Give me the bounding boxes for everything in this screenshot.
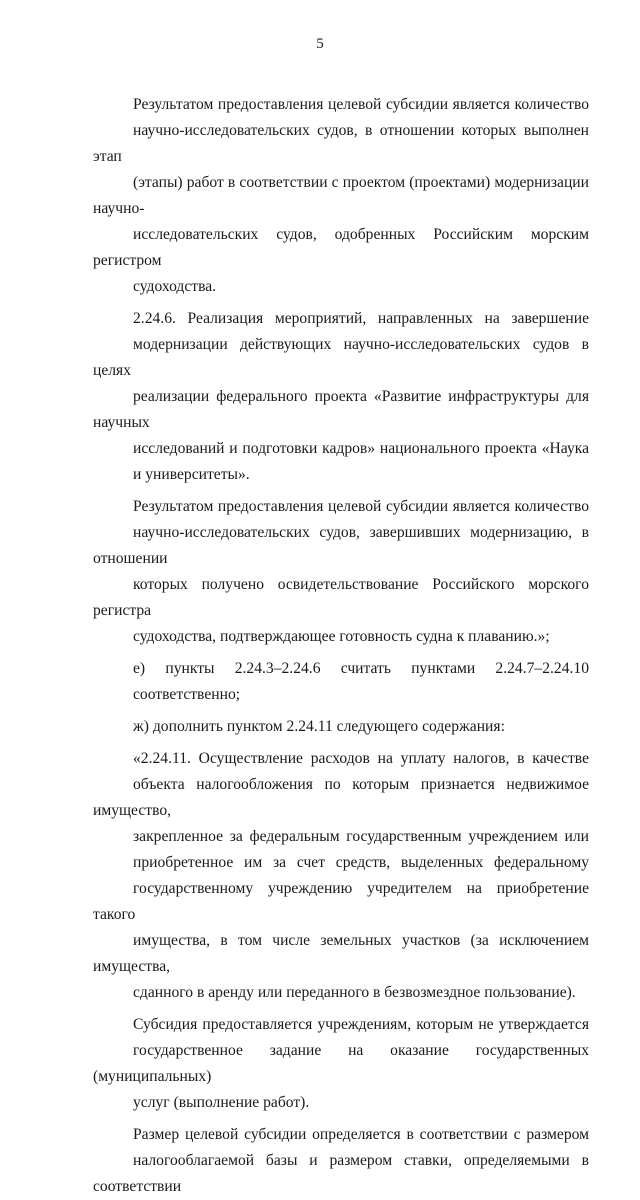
text-line: закрепленное за федеральным государственным учреждением или: [133, 828, 589, 845]
text-line: модернизации действующих научно-исследовательских судов в целях: [93, 336, 589, 379]
text-line: и университеты».: [133, 466, 250, 483]
paragraph-subsidy-size: [93, 1122, 589, 1200]
text-line: которых получено освидетельствование Российского морского регистра: [93, 576, 589, 619]
text-line: реализации федерального проекта «Развитие инфраструктуры для научных: [93, 388, 589, 431]
text-line: научно-исследовательских судов, в отношении которых выполнен этап: [93, 122, 589, 165]
text-line: приобретенное им за счет средств, выделенных федеральному: [133, 854, 589, 871]
paragraph-result-1: [93, 92, 589, 300]
text-line: объекта налогообложения по которым признается недвижимое имущество,: [93, 776, 589, 819]
paragraph-2-24-11: [93, 746, 589, 1006]
text-line: сданного в аренду или переданного в безвозмездное пользование).: [133, 984, 576, 1001]
paragraph-result-2: [93, 494, 589, 650]
text-line: Размер целевой субсидии определяется в соответствии с размером: [133, 1126, 589, 1143]
page-number: 5: [316, 36, 324, 52]
text-line: налогооблагаемой базы и размером ставки, определяемыми в соответствии: [93, 1152, 589, 1195]
text-line: исследований и подготовки кадров» национального проекта «Наука: [133, 440, 589, 457]
text-line: имущества, в том числе земельных участков (за исключением имущества,: [93, 932, 589, 975]
text-line: услуг (выполнение работ).: [133, 1094, 310, 1111]
text-line: ж) дополнить пунктом 2.24.11 следующего содержания:: [133, 718, 505, 735]
document-body: [93, 92, 589, 1200]
text-line: государственное задание на оказание государственных (муниципальных): [93, 1042, 589, 1085]
text-line: судоходства, подтверждающее готовность судна к плаванию.»;: [133, 628, 550, 645]
text-line: Результатом предоставления целевой субсидии является количество: [133, 498, 589, 515]
text-line: Субсидия предоставляется учреждениям, которым не утверждается: [133, 1016, 589, 1033]
text-line: Результатом предоставления целевой субсидии является количество: [133, 96, 589, 113]
text-line: (этапы) работ в соответствии с проектом (проектами) модернизации научно-: [93, 174, 589, 217]
text-line: судоходства.: [133, 278, 217, 295]
text-line: соответственно;: [133, 686, 241, 703]
text-line: «2.24.11. Осуществление расходов на уплату налогов, в качестве: [133, 750, 589, 767]
paragraph-2-24-6: [93, 306, 589, 488]
text-line: е) пункты 2.24.3–2.24.6 считать пунктами 2.24.7–2.24.10: [133, 660, 589, 677]
paragraph-item-e: [93, 656, 589, 708]
text-line: 2.24.6. Реализация мероприятий, направленных на завершение: [133, 310, 589, 327]
text-line: исследовательских судов, одобренных Российским морским регистром: [93, 226, 589, 269]
paragraph-subsidy: [93, 1012, 589, 1116]
paragraph-item-zh: [93, 714, 589, 740]
text-line: научно-исследовательских судов, завершивших модернизацию, в отношении: [93, 524, 589, 567]
text-line: государственному учреждению учредителем на приобретение такого: [93, 880, 589, 923]
